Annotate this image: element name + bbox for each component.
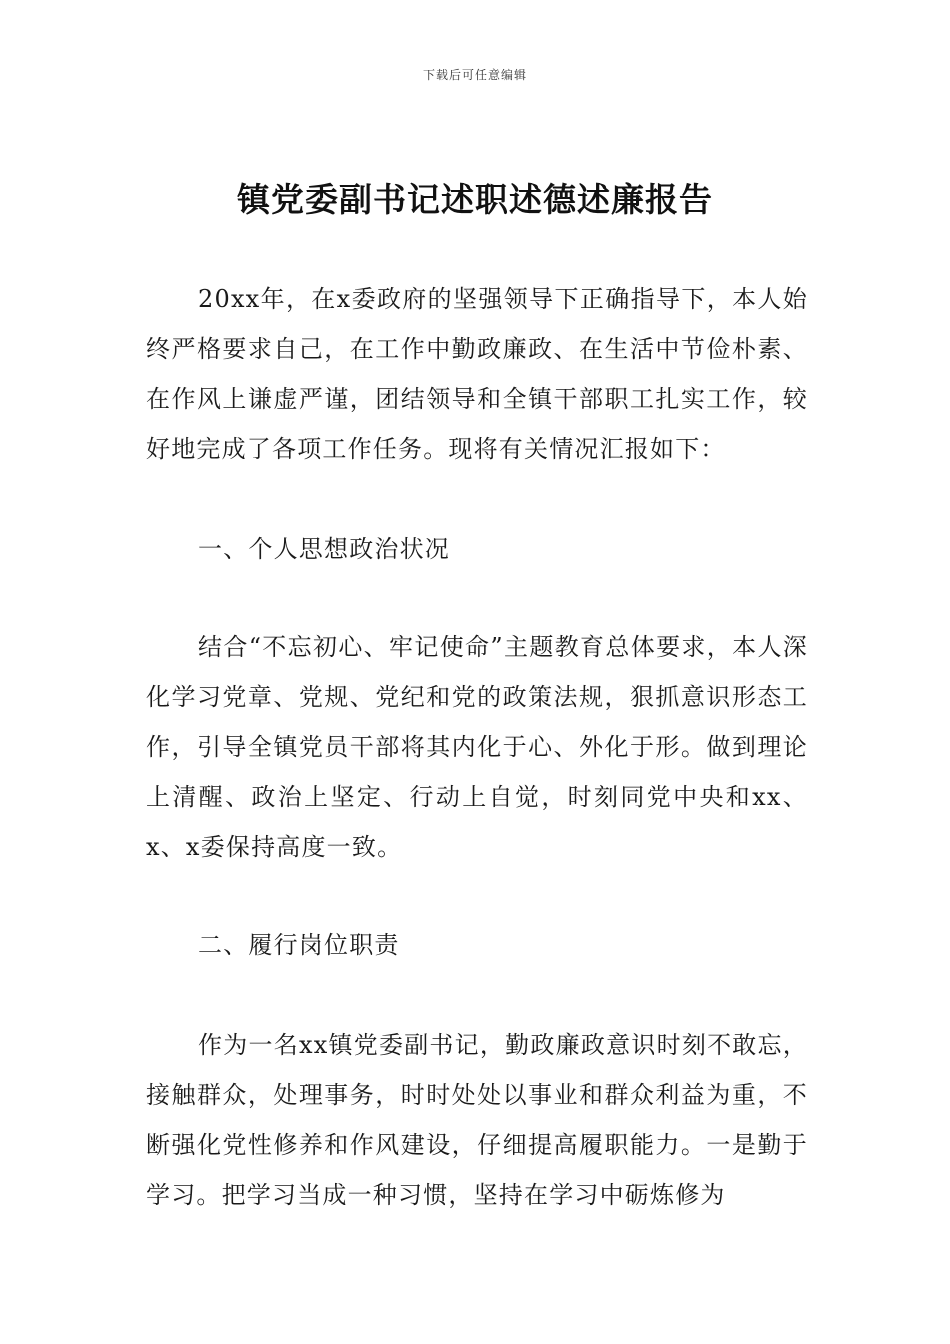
paragraph-intro: 20xx年，在x委政府的坚强领导下正确指导下，本人始终严格要求自己，在工作中勤政廉政、在生活中节俭朴素、在作风上谦虚严谨，团结领导和全镇干部职工扎实工作，较好地完成了各项工作任务。现将有关情况汇报如下： [146,285,808,463]
header-note: 下载后可任意编辑 [422,68,527,82]
paragraph-political: 结合“不忘初心、牢记使命”主题教育总体要求，本人深化学习党章、党规、党纪和党的政策法规，狠抓意识形态工作，引导全镇党员干部将其内化于心、外化于形。做到理论上清醒、政治上坚定、行动上自觉，时刻同党中央和xx、x、x委保持高度一致。 [146,633,808,861]
paragraph-duties: 作为一名xx镇党委副书记，勤政廉政意识时刻不敢忘，接触群众，处理事务，时时处处以事业和群众利益为重，不断强化党性修养和作风建设，仔细提高履职能力。一是勤于学习。把学习当成一种习惯，坚持在学习中砺炼修为 [146,1031,808,1209]
document-title: 镇党委副书记述职述德述廉报告 [237,180,713,219]
section-heading-duties: 二、履行岗位职责 [198,931,400,959]
section-heading-political: 一、个人思想政治状况 [198,535,450,563]
